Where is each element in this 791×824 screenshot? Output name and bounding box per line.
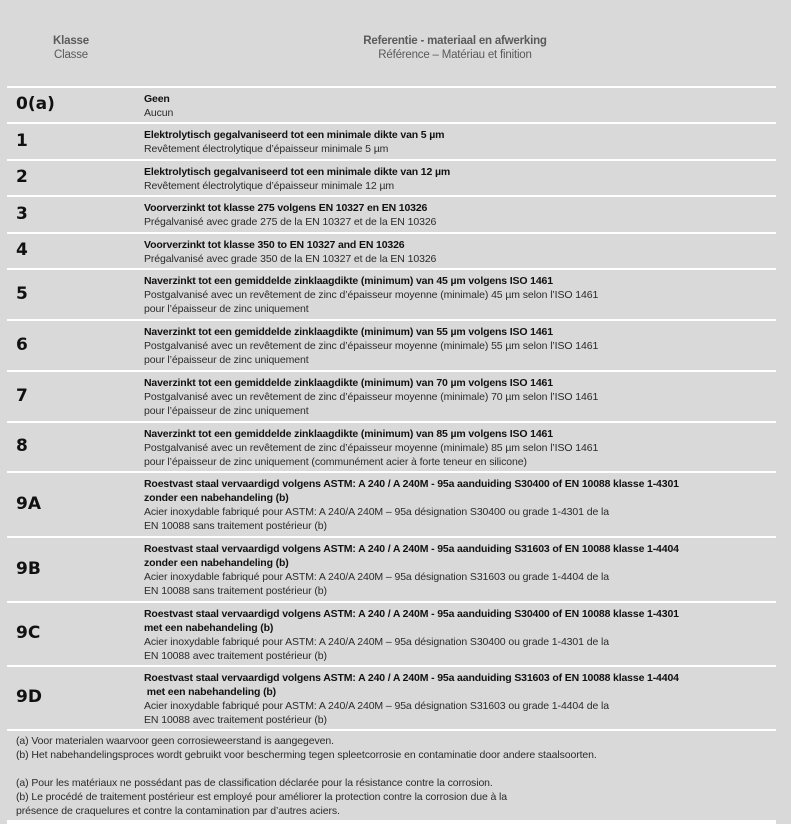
footnote-fr-b-line1: (b) Le procédé de traitement postérieur est employé pour améliorer la protection contre la corrosion due à la bbox=[16, 791, 508, 803]
reference-description bbox=[144, 376, 774, 418]
reference-fr: Acier inoxydable fabriqué pour ASTM: A 240/A 240M – 95a désignation S30400 ou grade 1-4301 de la bbox=[144, 506, 609, 518]
header-klasse-fr: Classe bbox=[54, 49, 88, 61]
reference-fr: Acier inoxydable fabriqué pour ASTM: A 240/A 240M – 95a désignation S30400 ou grade 1-4301 de la bbox=[144, 636, 609, 648]
header-klasse-nl: Klasse bbox=[53, 35, 89, 47]
header-ref-nl: Referentie - materiaal en afwerking bbox=[363, 35, 547, 47]
bottom-border bbox=[7, 820, 776, 824]
class-value: 7 bbox=[16, 385, 28, 406]
reference-nl: Naverzinkt tot een gemiddelde zinklaagdikte (minimum) van 85 µm volgens ISO 1461 bbox=[144, 428, 553, 440]
reference-nl: met een nabehandeling (b) bbox=[144, 686, 277, 698]
table-row bbox=[7, 370, 776, 421]
reference-nl: met een nabehandeling (b) bbox=[144, 622, 274, 634]
table-row bbox=[7, 159, 776, 195]
table-row bbox=[7, 86, 776, 122]
table-row bbox=[7, 268, 776, 319]
reference-nl: Naverzinkt tot een gemiddelde zinklaagdikte (minimum) van 55 µm volgens ISO 1461 bbox=[144, 326, 553, 338]
reference-fr: Revêtement électrolytique d’épaisseur minimale 12 µm bbox=[144, 180, 395, 192]
reference-nl: zonder een nabehandeling (b) bbox=[144, 492, 289, 504]
table-row bbox=[7, 319, 776, 370]
reference-description bbox=[144, 165, 774, 193]
class-value: 0(a) bbox=[16, 94, 55, 114]
reference-description bbox=[144, 128, 774, 156]
reference-description bbox=[144, 92, 774, 120]
reference-nl: Roestvast staal vervaardigd volgens ASTM: A 240 / A 240M - 95a aanduiding S30400 of EN 10088 klasse 1-4301 bbox=[144, 608, 679, 620]
footnote-nl-b: (b) Het nabehandelingsproces wordt gebruikt voor bescherming tegen spleetcorrosie en contaminatie door andere staalsoorten. bbox=[16, 749, 597, 761]
class-value: 6 bbox=[16, 334, 28, 355]
reference-fr: Prégalvanisé avec grade 350 de la EN 10327 et de la EN 10326 bbox=[144, 253, 437, 265]
reference-fr: Postgalvanisé avec un revêtement de zinc d’épaisseur moyenne (minimale) 85 µm selon l’ISO 1461 bbox=[144, 442, 599, 454]
class-value: 9C bbox=[16, 623, 41, 643]
reference-description bbox=[144, 427, 774, 469]
class-value: 9B bbox=[16, 558, 41, 579]
reference-fr: pour l’épaisseur de zinc uniquement (communément acier à forte teneur en silicone) bbox=[144, 456, 527, 468]
table-row bbox=[7, 601, 776, 665]
reference-nl: Geen bbox=[144, 93, 170, 105]
reference-fr: Revêtement électrolytique d’épaisseur minimale 5 µm bbox=[144, 143, 389, 155]
reference-nl: Voorverzinkt tot klasse 350 to EN 10327 and EN 10326 bbox=[144, 239, 405, 251]
table-row bbox=[7, 665, 776, 729]
class-value: 2 bbox=[16, 167, 28, 187]
reference-fr: Acier inoxydable fabriqué pour ASTM: A 240/A 240M – 95a désignation S31603 ou grade 1-4404 de la bbox=[144, 700, 609, 712]
reference-fr: Aucun bbox=[144, 107, 174, 119]
footnote-divider bbox=[7, 729, 776, 731]
class-value: 8 bbox=[16, 436, 28, 456]
reference-fr: pour l’épaisseur de zinc uniquement bbox=[144, 354, 309, 366]
class-value: 5 bbox=[16, 283, 28, 304]
class-value: 4 bbox=[16, 240, 28, 260]
reference-fr: EN 10088 sans traitement postérieur (b) bbox=[144, 520, 327, 532]
footnote-nl-a: (a) Voor materialen waarvoor geen corrosieweerstand is aangegeven. bbox=[16, 735, 334, 747]
table-row bbox=[7, 122, 776, 159]
class-value: 1 bbox=[16, 130, 28, 151]
table-row bbox=[7, 195, 776, 232]
footnote-fr-a: (a) Pour les matériaux ne possédant pas de classification déclarée pour la résistance contre la corrosion. bbox=[16, 777, 493, 789]
column-header-referentie bbox=[330, 34, 580, 63]
reference-description bbox=[144, 542, 774, 598]
table-row bbox=[7, 471, 776, 536]
reference-description bbox=[144, 201, 774, 229]
reference-fr: EN 10088 sans traitement postérieur (b) bbox=[144, 585, 327, 597]
class-value: 9D bbox=[16, 687, 42, 707]
reference-description bbox=[144, 671, 774, 727]
reference-description bbox=[144, 607, 774, 663]
reference-fr: Prégalvanisé avec grade 275 de la EN 10327 et de la EN 10326 bbox=[144, 216, 437, 228]
reference-nl: Roestvast staal vervaardigd volgens ASTM: A 240 / A 240M - 95a aanduiding S31603 of EN 10088 klasse 1-4404 bbox=[144, 543, 679, 555]
reference-fr: pour l’épaisseur de zinc uniquement bbox=[144, 405, 309, 417]
reference-nl: zonder een nabehandeling (b) bbox=[144, 557, 289, 569]
reference-fr: Postgalvanisé avec un revêtement de zinc d’épaisseur moyenne (minimale) 70 µm selon l’ISO 1461 bbox=[144, 391, 599, 403]
reference-fr: Postgalvanisé avec un revêtement de zinc d’épaisseur moyenne (minimale) 45 µm selon l’ISO 1461 bbox=[144, 289, 599, 301]
footnote-fr-b-line2: présence de craquelures et contre la contamination par d’autres aciers. bbox=[16, 805, 340, 817]
table-row bbox=[7, 421, 776, 471]
reference-nl: Voorverzinkt tot klasse 275 volgens EN 10327 en EN 10326 bbox=[144, 202, 428, 214]
reference-description bbox=[144, 238, 774, 266]
reference-fr: pour l’épaisseur de zinc uniquement bbox=[144, 303, 309, 315]
header-ref-fr: Référence – Matériau et finition bbox=[378, 49, 532, 61]
column-header-klasse bbox=[40, 34, 102, 63]
reference-description bbox=[144, 274, 774, 316]
reference-nl: Elektrolytisch gegalvaniseerd tot een minimale dikte van 5 µm bbox=[144, 129, 445, 141]
table-row bbox=[7, 536, 776, 601]
reference-fr: EN 10088 avec traitement postérieur (b) bbox=[144, 650, 327, 662]
reference-nl: Roestvast staal vervaardigd volgens ASTM: A 240 / A 240M - 95a aanduiding S30400 of EN 10088 klasse 1-4301 bbox=[144, 478, 679, 490]
reference-fr: EN 10088 avec traitement postérieur (b) bbox=[144, 714, 327, 726]
reference-nl: Naverzinkt tot een gemiddelde zinklaagdikte (minimum) van 70 µm volgens ISO 1461 bbox=[144, 377, 553, 389]
table-row bbox=[7, 232, 776, 268]
reference-nl: Elektrolytisch gegalvaniseerd tot een minimale dikte van 12 µm bbox=[144, 166, 451, 178]
class-value: 9A bbox=[16, 493, 41, 514]
reference-nl: Roestvast staal vervaardigd volgens ASTM: A 240 / A 240M - 95a aanduiding S31603 of EN 10088 klasse 1-4404 bbox=[144, 672, 679, 684]
reference-nl: Naverzinkt tot een gemiddelde zinklaagdikte (minimum) van 45 µm volgens ISO 1461 bbox=[144, 275, 553, 287]
reference-description bbox=[144, 325, 774, 367]
reference-fr: Postgalvanisé avec un revêtement de zinc d’épaisseur moyenne (minimale) 55 µm selon l’ISO 1461 bbox=[144, 340, 599, 352]
reference-description bbox=[144, 477, 774, 533]
reference-fr: Acier inoxydable fabriqué pour ASTM: A 240/A 240M – 95a désignation S31603 ou grade 1-4404 de la bbox=[144, 571, 609, 583]
class-value: 3 bbox=[16, 203, 28, 224]
